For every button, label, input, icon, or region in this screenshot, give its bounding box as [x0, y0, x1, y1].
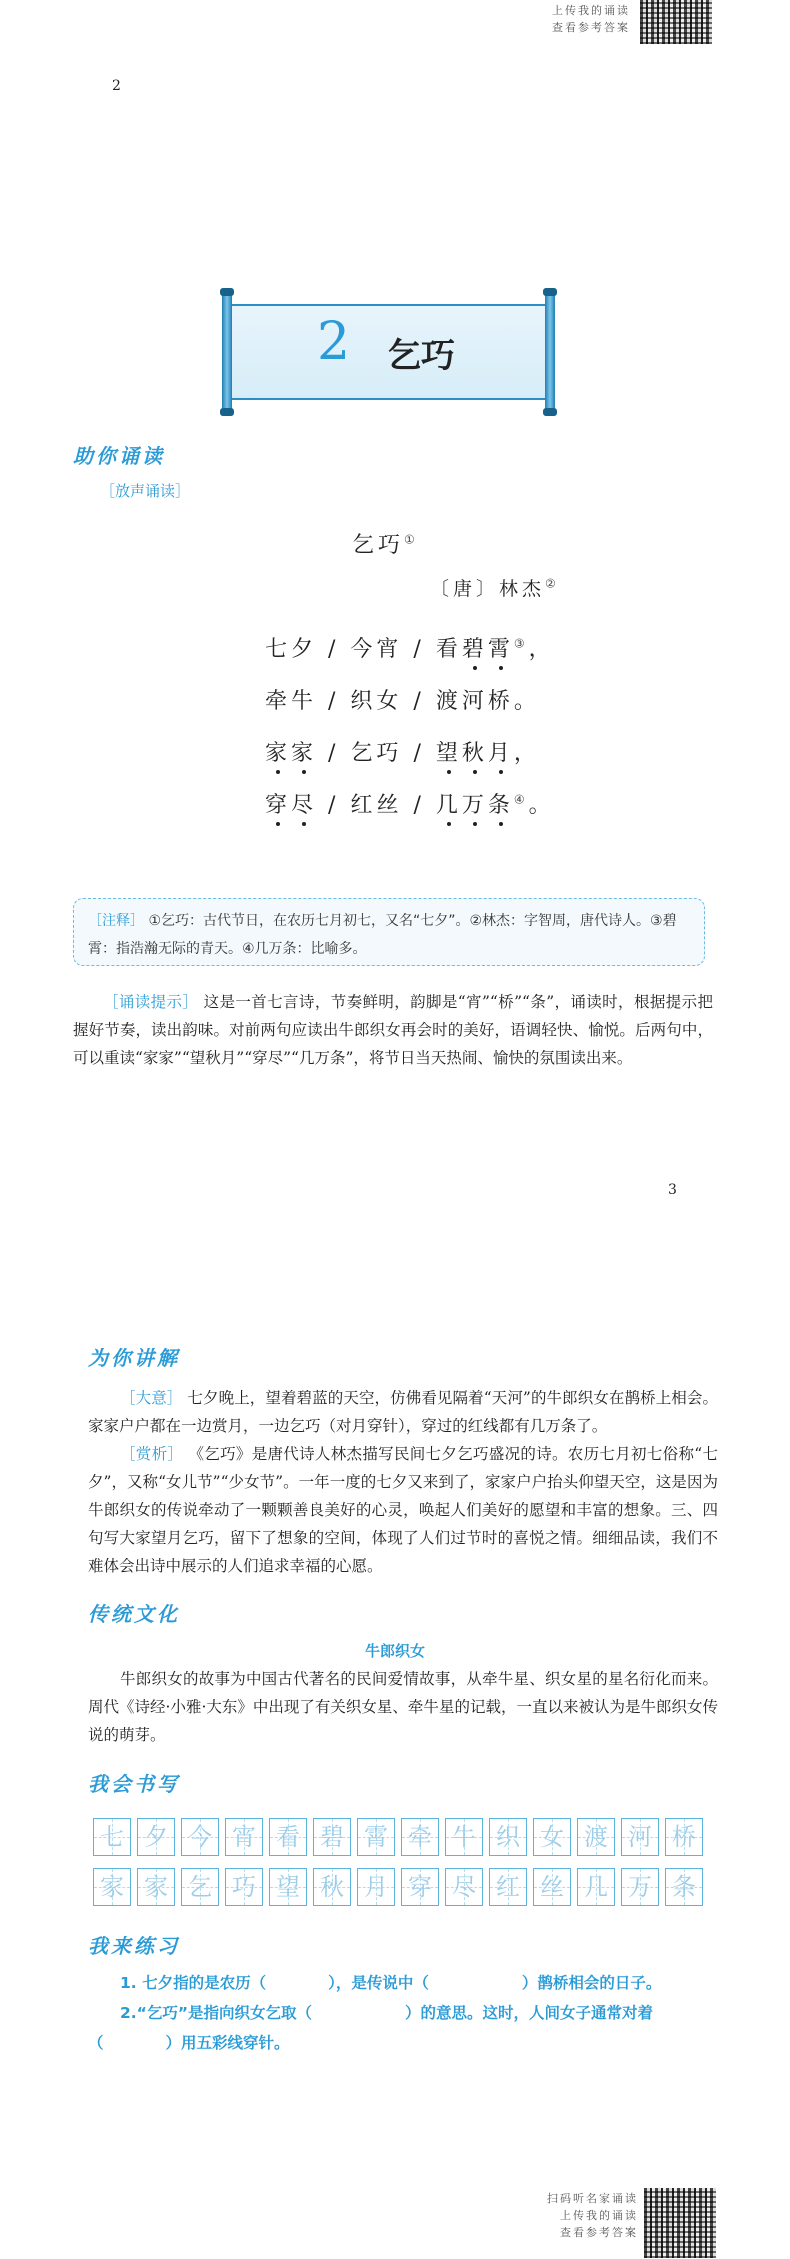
trace-char: 家 — [100, 1873, 124, 1901]
qr-caption-line: 上传我的诵读 — [560, 2209, 638, 2222]
poem-segment: 家家 — [265, 741, 318, 766]
notes-box — [73, 898, 705, 966]
exercise-2[interactable]: 2.“乞巧”是指向织女乞取（ ）的意思。这时，人间女子通常对着（ ）用五彩线穿针。 — [88, 2004, 654, 2052]
section-title-explain: 为你讲解 — [88, 1346, 180, 1370]
poem-segment: 今宵 — [350, 637, 403, 662]
writing-cell[interactable] — [401, 1868, 439, 1906]
qr-caption-line: 上传我的诵读 — [552, 4, 630, 17]
trace-char: 七 — [100, 1823, 124, 1851]
writing-cell[interactable] — [225, 1868, 263, 1906]
trace-char: 牛 — [452, 1823, 476, 1851]
poem-segment: 几万条 — [435, 793, 514, 818]
writing-cell[interactable] — [621, 1868, 659, 1906]
poem-segment: 红丝 — [350, 793, 403, 818]
trace-char: 桥 — [672, 1823, 696, 1851]
qr-code-icon[interactable] — [640, 0, 712, 44]
poem-title-text: 乞巧 — [352, 533, 405, 558]
culture-text: 牛郎织女的故事为中国古代著名的民间爱情故事，从牵牛星、织女星的星名衍化而来。周代《诗经·小雅·大东》中出现了有关织女星、牵牛星的记载，一直以来被认为是牛郎织女传说的萌芽。 — [88, 1670, 718, 1744]
writing-cell[interactable] — [621, 1818, 659, 1856]
poem-punct: 。 — [528, 793, 555, 818]
meaning-paragraph — [88, 1384, 718, 1440]
trace-char: 乞 — [188, 1873, 212, 1901]
qr-caption-line: 扫码听名家诵读 — [547, 2192, 638, 2205]
trace-char: 河 — [628, 1823, 652, 1851]
poem-segment: 望秋月 — [435, 741, 514, 766]
writing-cell[interactable] — [401, 1818, 439, 1856]
writing-grid-row — [93, 1818, 709, 1856]
poem-punct: 。 — [513, 689, 540, 714]
poem-line: 穿尽 / 红丝 / 几万条④。 — [265, 792, 555, 818]
reading-tips — [73, 988, 713, 1072]
poem-title — [352, 528, 419, 559]
section-title-culture: 传统文化 — [88, 1602, 180, 1626]
writing-cell[interactable] — [269, 1818, 307, 1856]
poem-punct: ， — [513, 741, 540, 766]
trace-char: 织 — [496, 1823, 520, 1851]
writing-cell[interactable] — [489, 1868, 527, 1906]
poem-punct: ， — [528, 637, 555, 662]
appreciation-label: ［赏析］ — [120, 1445, 184, 1463]
trace-char: 巧 — [232, 1873, 256, 1901]
writing-cell[interactable] — [313, 1818, 351, 1856]
qr-caption-line: 查看参考答案 — [552, 21, 630, 34]
writing-cell[interactable] — [533, 1868, 571, 1906]
note-marker: ② — [545, 576, 560, 591]
writing-cell[interactable] — [665, 1818, 703, 1856]
writing-cell[interactable] — [533, 1818, 571, 1856]
note-marker: ① — [404, 532, 419, 547]
trace-char: 家 — [144, 1873, 168, 1901]
poem-author — [430, 574, 560, 601]
section-title-practice: 我来练习 — [88, 1934, 180, 1958]
exercise-1[interactable]: 1. 七夕指的是农历（ ），是传说中（ ）鹊桥相会的日子。 — [120, 1974, 662, 1992]
notes-label: ［注释］ — [88, 913, 144, 929]
poem-line: 七夕 / 今宵 / 看碧霄③， — [265, 636, 555, 662]
trace-char: 丝 — [540, 1873, 564, 1901]
poem-line: 家家 / 乞巧 / 望秋月， — [265, 741, 540, 766]
poem-line: 牵牛 / 织女 / 渡河桥。 — [265, 689, 540, 714]
writing-grid-row — [93, 1868, 709, 1906]
scroll-rod-right-icon — [545, 292, 555, 412]
writing-cell[interactable] — [93, 1818, 131, 1856]
note-marker: ④ — [513, 792, 529, 807]
trace-char: 条 — [672, 1873, 696, 1901]
qr-caption-line: 查看参考答案 — [560, 2226, 638, 2239]
poem-segment: 乞巧 — [350, 741, 403, 766]
poem-segment: 织女 — [350, 689, 403, 714]
poem-segment: 七夕 — [265, 637, 318, 662]
trace-char: 秋 — [320, 1873, 344, 1901]
meaning-text: 七夕晚上，望着碧蓝的天空，仿佛看见隔着“天河”的牛郎织女在鹊桥上相会。家家户户都在一边赏月，一边乞巧（对月穿针），穿过的红线都有几万条了。 — [88, 1389, 718, 1435]
writing-cell[interactable] — [313, 1868, 351, 1906]
scroll-rod-left-icon — [222, 292, 232, 412]
trace-char: 红 — [496, 1873, 520, 1901]
writing-cell[interactable] — [665, 1868, 703, 1906]
writing-cell[interactable] — [181, 1818, 219, 1856]
writing-cell[interactable] — [137, 1868, 175, 1906]
trace-char: 夕 — [144, 1823, 168, 1851]
writing-cell[interactable] — [577, 1868, 615, 1906]
trace-char: 女 — [540, 1823, 564, 1851]
section-title-assist: 助你诵读 — [73, 444, 165, 468]
trace-char: 牵 — [408, 1823, 432, 1851]
poem-segment: 看碧霄 — [435, 637, 514, 662]
bottom-qr-caption — [510, 2190, 638, 2241]
trace-char: 月 — [364, 1873, 388, 1901]
tips-label: ［诵读提示］ — [103, 993, 199, 1011]
writing-cell[interactable] — [181, 1868, 219, 1906]
writing-cell[interactable] — [269, 1868, 307, 1906]
trace-char: 万 — [628, 1873, 652, 1901]
meaning-label: ［大意］ — [120, 1389, 183, 1407]
culture-subtitle: 牛郎织女 — [365, 1642, 426, 1660]
appreciation-paragraph — [88, 1440, 718, 1580]
trace-char: 渡 — [584, 1823, 608, 1851]
notes-text: ①乞巧：古代节日，在农历七月初七，又名“七夕”。②林杰：字智周，唐代诗人。③碧霄：指浩瀚无际的青天。④几万条：比喻多。 — [88, 913, 677, 957]
tag-read-aloud: ［放声诵读］ — [100, 482, 191, 500]
trace-char: 宵 — [232, 1823, 256, 1851]
trace-char: 霄 — [364, 1823, 388, 1851]
trace-char: 碧 — [320, 1823, 344, 1851]
writing-cell[interactable] — [137, 1818, 175, 1856]
section-title-write: 我会书写 — [88, 1772, 180, 1796]
trace-char: 看 — [276, 1823, 300, 1851]
lesson-title: 乞巧 — [387, 336, 455, 376]
poem-segment: 牵牛 — [265, 689, 318, 714]
top-qr-caption — [520, 2, 630, 36]
note-marker: ③ — [513, 636, 529, 651]
lesson-number: 2 — [317, 312, 351, 372]
writing-cell[interactable] — [577, 1818, 615, 1856]
appreciation-text: 《乞巧》是唐代诗人林杰描写民间七夕乞巧盛况的诗。农历七月初七俗称“七夕”，又称“女儿节”“少女节”。一年一度的七夕又来到了，家家户户抬头仰望天空，这是因为牛郎织女的传说牵动了一颗颗善良美好的心灵，唤起人们美好的愿望和丰富的想象。三、四句写大家望月乞巧，留下了想象的空间，体现了人们过节时的喜悦之情。细细品读，我们不难体会出诗中展示的人们追求幸福的心愿。 — [88, 1445, 718, 1575]
trace-char: 望 — [276, 1873, 300, 1901]
qr-code-icon[interactable] — [644, 2188, 716, 2258]
writing-cell[interactable] — [93, 1868, 131, 1906]
writing-cell[interactable] — [489, 1818, 527, 1856]
notes-content — [88, 907, 690, 963]
poem-segment: 穿尽 — [265, 793, 318, 818]
writing-cell[interactable] — [445, 1868, 483, 1906]
writing-cell[interactable] — [357, 1818, 395, 1856]
lesson-title-scroll — [222, 292, 555, 412]
writing-cell[interactable] — [445, 1818, 483, 1856]
trace-char: 穿 — [408, 1873, 432, 1901]
writing-cell[interactable] — [225, 1818, 263, 1856]
trace-char: 今 — [188, 1823, 212, 1851]
trace-char: 尽 — [452, 1873, 476, 1901]
page-number-right: 3 — [668, 1182, 677, 1198]
trace-char: 几 — [584, 1873, 608, 1901]
poem-author-text: 〔唐〕林杰 — [430, 578, 546, 600]
tips-text: 这是一首七言诗，节奏鲜明，韵脚是“宵”“桥”“条”，诵读时，根据提示把握好节奏，读出韵味。对前两句应读出牛郎织女再会时的美好，语调轻快、愉悦。后两句中，可以重读“家家”“望秋月”“穿尽”“几万条”，将节日当天热闹、愉快的氛围读出来。 — [73, 993, 713, 1067]
writing-cell[interactable] — [357, 1868, 395, 1906]
poem-segment: 渡河桥 — [435, 689, 514, 714]
page-number-left: 2 — [112, 78, 121, 94]
